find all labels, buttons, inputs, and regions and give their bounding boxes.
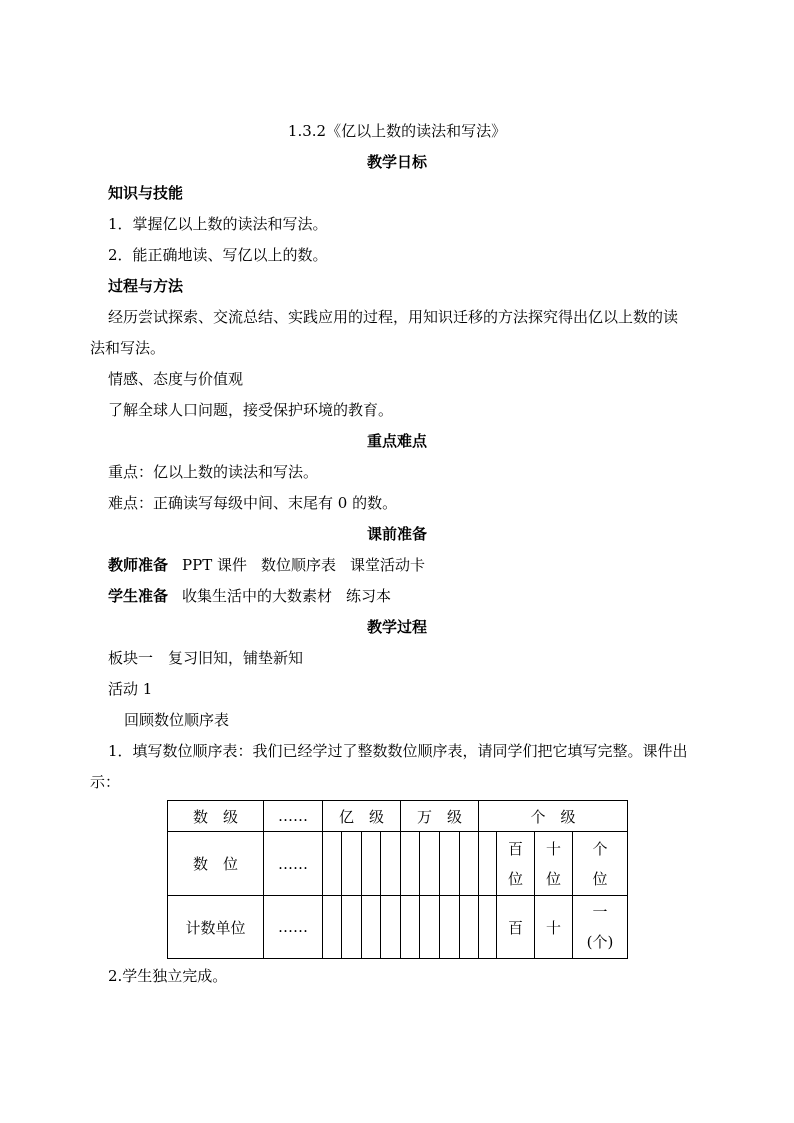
key-point: 重点：亿以上数的读法和写法。	[108, 463, 319, 481]
empty-cell	[342, 832, 362, 896]
dots-cell: ……	[264, 801, 323, 832]
process-text-line-1: 经历尝试探索、交流总结、实践应用的过程，用知识迁移的方法探究得出亿以上数的读	[108, 308, 679, 326]
student-item: 练习本	[346, 587, 392, 605]
yi-level-cell: 亿 级	[323, 801, 401, 832]
digit-ones: 个 位	[573, 832, 628, 896]
teacher-prep-label: 教师准备	[108, 556, 169, 574]
fill-instruction-line-2: 示：	[90, 773, 121, 791]
dots-cell: ……	[264, 896, 323, 959]
empty-cell	[479, 896, 497, 959]
emotion-text: 了解全球人口问题，接受保护环境的教育。	[108, 401, 394, 419]
unit-one: 一 (个)	[573, 896, 628, 959]
student-item: 收集生活中的大数素材	[182, 587, 333, 605]
unit-ten: 十	[535, 896, 573, 959]
knowledge-item-1: 1．掌握亿以上数的读法和写法。	[108, 215, 328, 233]
place-value-table	[167, 800, 628, 959]
empty-cell	[440, 896, 460, 959]
unit-hundred: 百	[497, 896, 535, 959]
activity-1-label: 活动 1	[108, 680, 153, 698]
empty-cell	[440, 832, 460, 896]
section-heading-teaching: 教学过程	[366, 618, 427, 636]
step-2-text: 2.学生独立完成。	[108, 967, 228, 985]
row-label-digit: 数 位	[168, 832, 264, 896]
teacher-prep	[108, 555, 425, 575]
empty-cell	[342, 896, 362, 959]
heading-process: 过程与方法	[108, 277, 184, 295]
table-row-levels	[168, 801, 628, 832]
knowledge-item-2: 2．能正确地读、写亿以上的数。	[108, 246, 328, 264]
empty-cell	[401, 896, 420, 959]
empty-cell	[362, 896, 381, 959]
student-prep-label: 学生准备	[108, 587, 169, 605]
table-row-units	[168, 896, 628, 959]
header-level: 数 级	[168, 801, 264, 832]
empty-cell	[362, 832, 381, 896]
section-heading-prep: 课前准备	[366, 525, 427, 543]
row-label-unit: 计数单位	[168, 896, 264, 959]
section-heading-goals: 教学日标	[366, 153, 427, 171]
document-title: 1.3.2《亿以上数的读法和写法》	[287, 122, 507, 140]
dots-cell: ……	[264, 832, 323, 896]
student-prep	[108, 586, 391, 606]
section-heading-key: 重点难点	[366, 432, 427, 450]
empty-cell	[323, 896, 342, 959]
empty-cell	[460, 832, 479, 896]
teacher-item: 数位顺序表	[260, 556, 336, 574]
empty-cell	[323, 832, 342, 896]
table-row-digits	[168, 832, 628, 896]
empty-cell	[381, 896, 401, 959]
difficulty-point: 难点：正确读写每级中间、末尾有 0 的数。	[108, 494, 398, 512]
wan-level-cell: 万 级	[401, 801, 479, 832]
empty-cell	[460, 896, 479, 959]
heading-emotion: 情感、态度与价值观	[108, 370, 244, 388]
digit-hundreds: 百 位	[497, 832, 535, 896]
process-text-line-2: 法和写法。	[90, 339, 166, 357]
teacher-item: PPT 课件	[182, 556, 247, 574]
empty-cell	[479, 832, 497, 896]
digit-tens: 十 位	[535, 832, 573, 896]
block-1-title: 板块一 复习旧知，铺垫新知	[108, 649, 304, 667]
empty-cell	[401, 832, 420, 896]
empty-cell	[420, 832, 440, 896]
teacher-item: 课堂活动卡	[350, 556, 426, 574]
fill-instruction-line-1: 1．填写数位顺序表：我们已经学过了整数数位顺序表，请同学们把它填写完整。课件出	[108, 742, 688, 760]
ge-level-cell: 个 级	[479, 801, 628, 832]
heading-knowledge: 知识与技能	[108, 184, 184, 202]
review-heading: 回顾数位顺序表	[124, 711, 230, 729]
empty-cell	[420, 896, 440, 959]
empty-cell	[381, 832, 401, 896]
